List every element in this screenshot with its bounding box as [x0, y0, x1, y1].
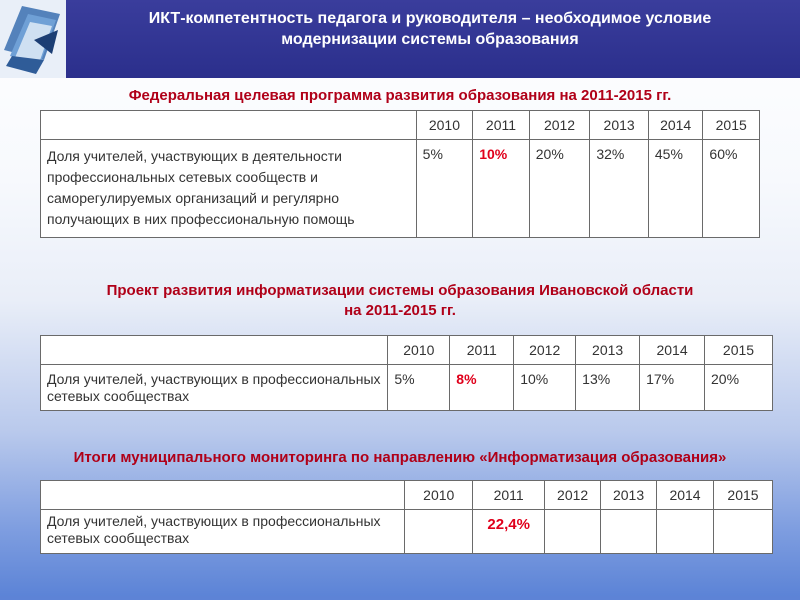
header-corner-cell — [41, 111, 417, 140]
value-cell: 17% — [640, 365, 705, 411]
row-label: Доля учителей, участвующих в профессиональных сетевых сообществах — [41, 365, 388, 411]
value-cell — [545, 510, 601, 554]
table-row — [41, 365, 773, 411]
section-2-title-line-2: на 2011-2015 гг. — [344, 302, 456, 319]
header-corner-cell — [41, 481, 405, 510]
book-logo-icon — [0, 0, 66, 78]
value-cell: 45% — [648, 140, 703, 238]
slide-header — [0, 0, 800, 78]
year-cell: 2010 — [416, 111, 473, 140]
bottom-band — [0, 596, 800, 600]
table-row — [41, 140, 760, 238]
value-cell — [405, 510, 473, 554]
year-cell: 2014 — [640, 336, 705, 365]
year-cell: 2011 — [473, 111, 530, 140]
page-title-line-2: модернизации системы образования — [281, 31, 579, 48]
value-cell — [714, 510, 773, 554]
year-cell: 2013 — [590, 111, 649, 140]
year-cell: 2014 — [648, 111, 703, 140]
year-cell: 2014 — [657, 481, 714, 510]
year-cell: 2015 — [705, 336, 773, 365]
section-2-table — [40, 335, 773, 411]
value-cell — [657, 510, 714, 554]
year-cell: 2012 — [545, 481, 601, 510]
value-cell-highlight: 22,4% — [473, 510, 545, 554]
section-3-title — [0, 448, 800, 468]
section-1-title — [0, 86, 800, 106]
year-cell: 2010 — [405, 481, 473, 510]
value-cell: 20% — [705, 365, 773, 411]
year-cell: 2013 — [601, 481, 657, 510]
year-cell: 2010 — [388, 336, 450, 365]
value-cell-highlight: 8% — [450, 365, 514, 411]
value-cell: 20% — [529, 140, 590, 238]
logo — [0, 0, 66, 78]
value-cell: 32% — [590, 140, 649, 238]
year-cell: 2015 — [703, 111, 760, 140]
section-3-table — [40, 480, 773, 554]
section-1-title-text: Федеральная целевая программа развития образования на 2011-2015 гг. — [128, 87, 672, 104]
value-cell-highlight: 10% — [473, 140, 530, 238]
year-cell: 2015 — [714, 481, 773, 510]
section-1-table — [40, 110, 760, 238]
year-cell: 2011 — [473, 481, 545, 510]
row-label: Доля учителей, участвующих в профессиональных сетевых сообществах — [41, 510, 405, 554]
table-header-row — [41, 336, 773, 365]
year-cell: 2013 — [576, 336, 640, 365]
table-header-row — [41, 481, 773, 510]
section-2-title-line-1: Проект развития информатизации системы образования Ивановской области — [106, 282, 694, 299]
section-2-title — [0, 281, 800, 321]
value-cell: 13% — [576, 365, 640, 411]
section-3-title-text: Итоги муниципального мониторинга по направлению «Информатизация образования» — [73, 449, 727, 466]
year-cell: 2012 — [529, 111, 590, 140]
year-cell: 2011 — [450, 336, 514, 365]
value-cell: 10% — [514, 365, 576, 411]
page-title-line-1: ИКТ-компетентность педагога и руководителя – необходимое условие — [148, 10, 712, 27]
table-header-row — [41, 111, 760, 140]
value-cell — [601, 510, 657, 554]
row-label: Доля учителей, участвующих в деятельности профессиональных сетевых сообществ и саморегулируемых организаций и регулярно получающих в них профессиональную помощь — [41, 140, 417, 238]
page-title — [80, 8, 780, 50]
value-cell: 5% — [416, 140, 473, 238]
value-cell: 60% — [703, 140, 760, 238]
value-cell: 5% — [388, 365, 450, 411]
table-row — [41, 510, 773, 554]
year-cell: 2012 — [514, 336, 576, 365]
header-corner-cell — [41, 336, 388, 365]
